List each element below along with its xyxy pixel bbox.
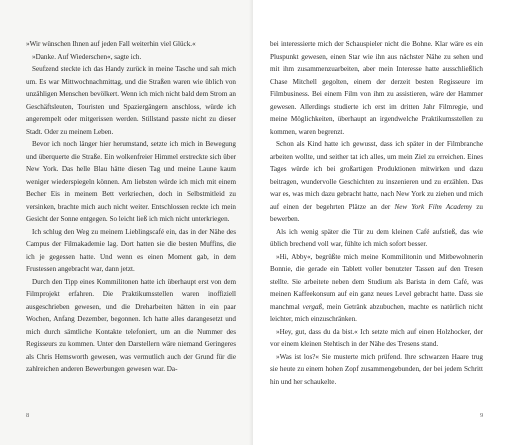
left-page-text (26, 38, 236, 376)
paragraph-text: zu bewerben. (270, 202, 483, 223)
paragraph (270, 138, 483, 226)
paragraph: Seufzend steckte ich das Handy zurück in meine Tasche und sah mich um. Es war Mittwochnachmittag, und die Straßen waren wie üblich von unzähligen Menschen bevölkert. Wenn ich mich nicht bald dem Strom an Geschäftsleuten, Touristen und Spaziergängern anschloss, würde ich angerempelt oder mitgerissen werden. Stillstand passte nicht zu dieser Stadt. Oder zu meinem Leben. (26, 65, 236, 136)
right-page-text (270, 38, 483, 388)
paragraph: Bevor ich noch länger hier herumstand, setzte ich mich in Bewegung und überquerte die Straße. Ein wolkenfreier Himmel erstreckte sich über New York. Das helle Blau hätte diesen Tag und meine Laune kaum weniger wiederspiegeln können. Am liebsten würde ich mich mit einem Becher Eis in meinem Bett verkriechen, doch in Selbstmitleid zu versinken, brachte mich auch nicht weiter. Entschlossen reckte ich mein Gesicht der Sonne entgegen. So leicht ließ ich mich nicht unterkriegen. (26, 140, 236, 223)
emphasis: vergaß (302, 302, 323, 311)
paragraph: »Was ist los?« Sie musterte mich prüfend. Ihre schwarzen Haare trug sie heute zu einem hohen Zopf zusammengebunden, der bei jedem Schritt hin und her schaukelte. (270, 352, 483, 386)
paragraph-text: Schon als Kind hatte ich gewusst, dass ich später in der Filmbranche arbeiten wollte, und seither tat ich alles, um mein Ziel zu erreichen. Eines Tages würde ich bei großartigen Produktionen mitwirken und dazu beitragen, wundervolle Geschichten zu inszenieren und zu erzählen. Das war es, was mich dazu gebracht hatte, nach New York zu ziehen und mich auf einen der begehrten Plätze an der (270, 140, 483, 211)
paragraph-text: »Hi, Abby«, begrüßte mich meine Kommilitonin und Mitbewohnerin Bonnie, die gerade ein Tablett voller benutzter Tassen auf den Tresen stellte. Sie arbeitete neben dem Studium als Barista in dem Café, was meinen Kaffeekonsum auf ein ganz neues Level gebracht hatte. Dass sie manchmal (270, 252, 483, 311)
paragraph: »Wir wünschen Ihnen auf jeden Fall weiterhin viel Glück.« (26, 40, 196, 48)
page-number: 9 (480, 412, 484, 419)
paragraph: bei interessierte mich der Schauspieler nicht die Bohne. Klar wäre es ein Pluspunkt gewesen, einen Star wie ihn aus nächster Nähe zu sehen und mit ihm zusammenzuarbeiten, aber mein Interesse hatte ausschließlich Chase Mitchell gegolten, einem der derzeit besten Regisseure im Filmbusiness. Bei einem Film von ihm zu assistieren, wäre der Hammer gewesen. Allerdings studierte ich erst im dritten Jahr Filmregie, und meine Möglichkeiten, überhaupt an irgendwelche Praktikumsstellen zu kommen, waren begrenzt. (270, 40, 483, 136)
paragraph: »Hey, gut, dass du da bist.« Ich setzte mich auf einen Holzhocker, der vor einem kleinen Stehtisch in der Nähe des Tresens stand. (270, 327, 483, 348)
academy-name: New York Film Academy (394, 202, 473, 211)
paragraph-text: , mein Getränk abzubuchen, machte es natürlich nicht leichter, mich einzuschränken. (270, 302, 483, 323)
paragraph: Durch den Tipp eines Kommilitonen hatte ich überhaupt erst von dem Filmprojekt erfahren. Die Praktikumsstellen waren inoffiziell ausgeschrieben gewesen, und die Dreharbeiten hätten in ein paar Wochen, Anfang Dezember, begonnen. Ich hatte alles darangesetzt und mich durch sämtliche Kontakte telefoniert, um an die Nummer des Regisseurs zu kommen. Unter den Darstellern wäre niemand Geringeres als Chris Hemsworth gewesen, was vermutlich auch der Grund für die zahlreichen anderen Bewerbungen gewesen war. Da- (26, 277, 236, 373)
paragraph: Als ich wenig später die Tür zu dem kleinen Café aufstieß, das wie üblich brechend voll war, fühlte ich mich sofort besser. (270, 227, 483, 248)
paragraph: Ich schlug den Weg zu meinem Lieblingscafé ein, das in der Nähe des Campus der Filmakademie lag. Dort hatten sie die besten Muffins, die ich je gegessen hatte. Und wenn es einen Moment gab, in dem Frustessen angebracht war, dann jetzt. (26, 227, 236, 273)
paragraph (270, 251, 483, 326)
page-number: 8 (26, 412, 30, 419)
paragraph: »Danke. Auf Wiederschen«, sagte ich. (32, 52, 142, 61)
right-page (253, 0, 506, 445)
